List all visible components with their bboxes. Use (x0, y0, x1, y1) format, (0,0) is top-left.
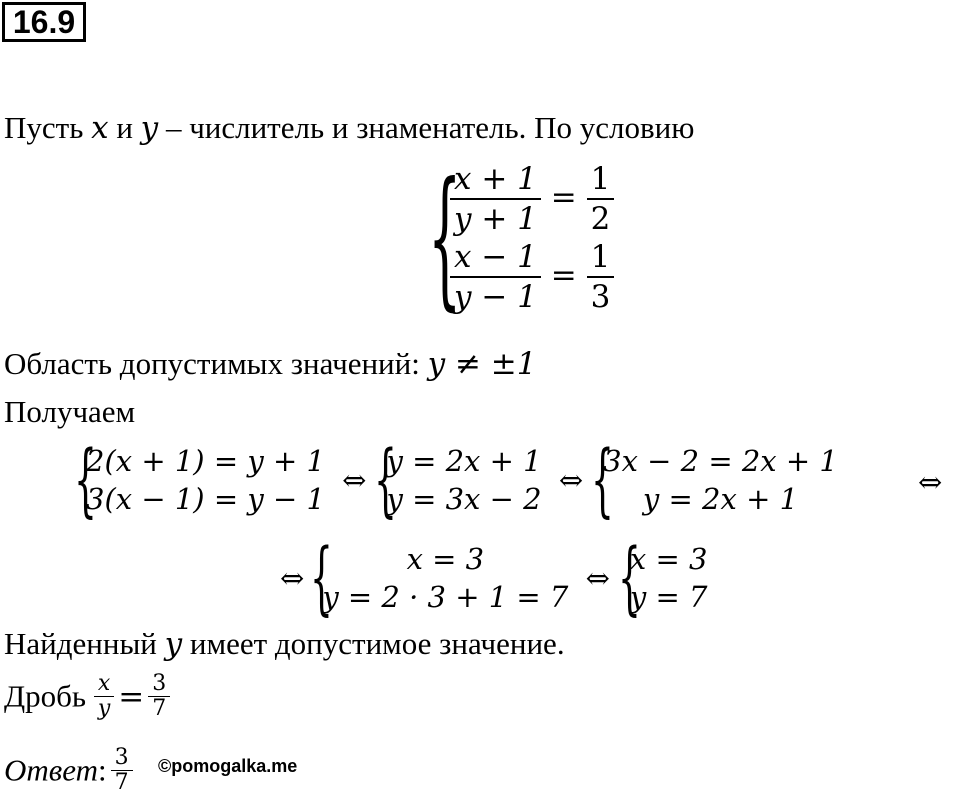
fraction-result: $\frac{3}{7}$ (148, 672, 170, 721)
found-text-1: Найденный (4, 626, 165, 661)
intro-var-y: y (140, 110, 159, 146)
equiv-arrow-4: ⇔ (280, 561, 305, 595)
system-equation-1: $\frac{x + 1}{y + 1}$ = $\frac{1}{2}$ (450, 160, 614, 238)
fraction-x-over-y: $\frac{x}{y}$ (94, 672, 114, 721)
found-text-2: имеет допустимое значение. (182, 626, 565, 661)
problem-number: 16.9 (2, 2, 86, 42)
brace-5: { (617, 531, 641, 624)
fraction-equals: = (118, 678, 145, 715)
intro-var-x: x (91, 110, 109, 146)
system-a: 2(x + 1) = y + 1 3(x − 1) = y − 1 (86, 444, 325, 516)
intro-text-1: Пусть (4, 110, 92, 145)
fraction-rhs-2: $\frac{1}{3}$ (587, 238, 615, 316)
equiv-arrow-1: ⇔ (342, 463, 367, 497)
brace-1: { (74, 433, 97, 526)
system-e: x = 3 y = 7 (629, 542, 708, 614)
equiv-arrow-2: ⇔ (558, 463, 584, 497)
initial-system (428, 151, 614, 325)
watermark: ©pomogalka.me (158, 756, 298, 776)
fraction-label: Дробь (4, 678, 94, 714)
domain-line (4, 346, 537, 382)
intro-text-2: и (108, 110, 141, 145)
system-equation-2: $\frac{x - 1}{y - 1}$ = $\frac{1}{3}$ (450, 238, 614, 316)
domain-condition: y ≠ ±1 (427, 346, 537, 382)
fraction-rhs-1: $\frac{1}{2}$ (587, 160, 615, 238)
answer-label: Ответ (4, 752, 98, 788)
equiv-arrow-3: ⇔ (918, 465, 943, 499)
system-b: y = 2x + 1 y = 3x − 2 (386, 444, 542, 516)
equiv-arrow-5: ⇔ (585, 561, 610, 595)
system-d: x = 3 y = 2 · 3 + 1 = 7 (322, 542, 569, 614)
domain-label: Область допустимых значений: (4, 346, 428, 381)
intro-line (4, 110, 694, 146)
transform-line-2 (280, 531, 708, 624)
system-brace: { (428, 151, 462, 325)
system-c: 3x − 2 = 2x + 1 y = 2x + 1 (603, 444, 838, 516)
found-var-y: y (164, 626, 183, 662)
obtain-label: Получаем (4, 394, 136, 429)
fraction-lhs-1: $\frac{x + 1}{y + 1}$ (450, 160, 541, 238)
answer-line (4, 746, 133, 795)
brace-4: { (310, 531, 334, 624)
answer-colon: : (97, 752, 107, 788)
intro-text-3: – числитель и знаменатель. По условию (158, 110, 695, 145)
transform-line-1 (74, 433, 838, 526)
fraction-lhs-2: $\frac{x - 1}{y - 1}$ (450, 238, 541, 316)
brace-2: { (374, 433, 398, 526)
answer-fraction: $\frac{3}{7}$ (111, 746, 133, 795)
brace-3: { (591, 433, 615, 526)
fraction-line (4, 672, 170, 721)
found-line (4, 626, 565, 662)
